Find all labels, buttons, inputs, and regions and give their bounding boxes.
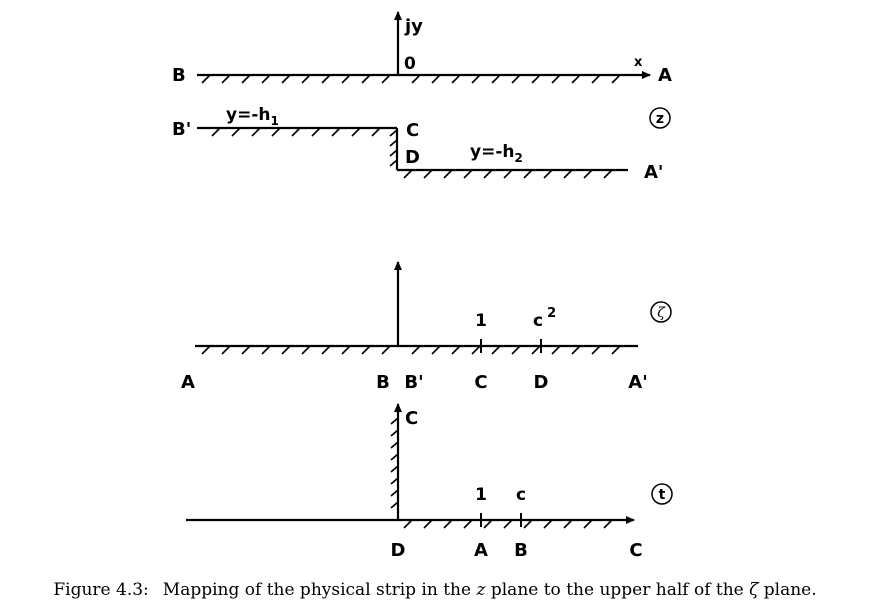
t-point-b: B	[514, 540, 528, 561]
z-plane-panel	[172, 12, 672, 183]
z-lower-wall-hatching	[404, 170, 612, 178]
caption-text-before: Mapping of the physical strip in the	[162, 580, 472, 600]
zeta-tick-1-label: 1	[475, 311, 487, 331]
caption-number: Figure 4.3:	[53, 580, 149, 600]
t-point-d: D	[390, 540, 406, 561]
z-upper-wall-label: $y=-h_1$	[226, 105, 279, 128]
t-point-c: C	[629, 540, 643, 561]
t-point-c-top: C	[405, 408, 419, 429]
z-point-a-prime: A'	[644, 162, 664, 183]
z-upper-wall-hatching	[212, 128, 380, 136]
t-tick-c-label: c	[515, 485, 527, 505]
zeta-real-axis-hatching	[202, 346, 620, 354]
t-positive-axis-hatching	[404, 520, 612, 528]
caption-text-after: plane.	[763, 580, 817, 600]
zeta-plane-symbol: ζ	[657, 305, 665, 321]
zeta-point-c: C	[474, 372, 488, 393]
zeta-point-d: D	[533, 372, 549, 393]
z-origin-label: 0	[404, 54, 416, 74]
zeta-point-a-prime: A'	[628, 372, 648, 393]
z-real-axis-hatching	[202, 75, 620, 83]
zeta-plane-panel	[181, 262, 671, 393]
zeta-tick-c2-label: c $^2$	[533, 306, 557, 331]
z-x-axis-label: x	[634, 55, 643, 70]
z-point-c: C	[406, 120, 420, 141]
z-point-b-prime: B'	[172, 119, 192, 140]
caption-var-z: z	[476, 580, 486, 600]
z-imag-axis-label: jy	[405, 16, 423, 37]
figure-caption	[0, 580, 870, 600]
caption-text-middle: plane to the upper half of the	[490, 580, 744, 600]
z-point-d: D	[405, 147, 420, 168]
zeta-point-a: A	[181, 372, 195, 393]
t-point-a: A	[474, 540, 488, 561]
zeta-point-b-prime: B'	[404, 372, 424, 393]
t-tick-1-label: 1	[475, 485, 487, 505]
z-plane-symbol: z	[655, 111, 665, 127]
z-lower-wall-label: $y=-h_2$	[470, 142, 523, 165]
t-plane-symbol: t	[658, 487, 666, 503]
zeta-point-b: B	[376, 372, 390, 393]
caption-var-zeta: ζ	[749, 580, 759, 600]
z-point-a: A	[658, 65, 672, 86]
t-plane-panel	[186, 404, 672, 561]
z-point-b: B	[172, 65, 186, 86]
